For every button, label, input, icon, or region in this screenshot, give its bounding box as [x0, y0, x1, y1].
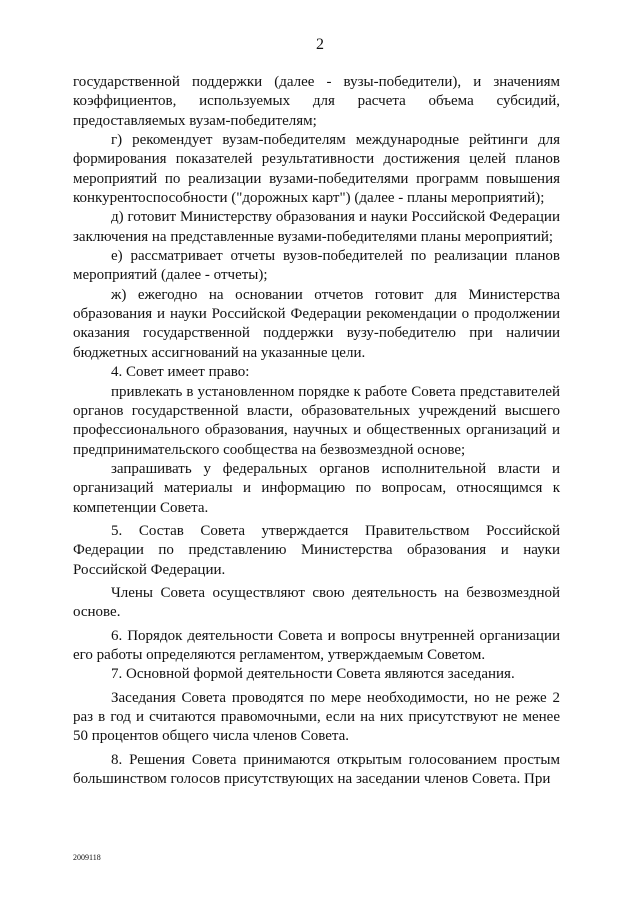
paragraph-section-6: 6. Порядок деятельности Совета и вопросы внутренней организации его работы определяются регламентом, утверждаемым Советом. — [73, 627, 560, 663]
paragraph-continuation: государственной поддержки (далее - вузы-победители), и значениям коэффициентов, используемых для расчета объема субсидий, предоставляемых вузам-победителям; — [73, 74, 560, 129]
page-number: 2 — [316, 36, 324, 53]
paragraph-item-e: е) рассматривает отчеты вузов-победителей по реализации планов мероприятий (далее - отчеты); — [73, 248, 560, 284]
paragraph-section-5: 5. Состав Совета утверждается Правительством Российской Федерации по представлению Министерства образования и науки Российской Федерации. — [73, 522, 560, 578]
paragraph-meetings: Заседания Совета проводятся по мере необходимости, но не реже 2 раз в год и считаются правомочными, если на них присутствуют не менее 50 процентов общего числа членов Совета. — [73, 689, 560, 745]
document-code: 2009118 — [73, 853, 101, 862]
paragraph-members: Члены Совета осуществляют свою деятельность на безвозмездной основе. — [73, 584, 560, 621]
paragraph-section-8: 8. Решения Совета принимаются открытым голосованием простым большинством голосов присутствующих на заседании членов Совета. При — [73, 751, 560, 788]
paragraph-section-4: 4. Совет имеет право: — [111, 364, 250, 381]
paragraph-item-d: д) готовит Министерству образования и науки Российской Федерации заключения на представленные вузами-победителями планы мероприятий; — [73, 209, 560, 245]
paragraph-item-g: г) рекомендует вузам-победителям международные рейтинги для формирования показателей результативности достижения целей планов мероприятий по реализации вузами-победителями программ повышения конкурентоспособности ("дорожных карт") (далее - планы мероприятий); — [73, 132, 560, 207]
paragraph-item-zh: ж) ежегодно на основании отчетов готовит для Министерства образования и науки Российской Федерации рекомендации о продолжении оказания государственной поддержки вузу-победителю при наличии бюджетных ассигнований на указанные цели. — [73, 286, 560, 361]
paragraph-right-request: запрашивать у федеральных органов исполнительной власти и организаций материалы и информацию по вопросам, относящимся к компетенции Совета. — [73, 460, 560, 516]
paragraph-section-7: 7. Основной формой деятельности Совета являются заседания. — [111, 666, 515, 683]
paragraph-right-attract: привлекать в установленном порядке к работе Совета представителей органов государственной власти, образовательных учреждений высшего профессионального образования, научных и общественных организаций и предпринимательского сообщества на безвозмездной основе; — [73, 383, 560, 458]
document-body — [73, 73, 560, 789]
